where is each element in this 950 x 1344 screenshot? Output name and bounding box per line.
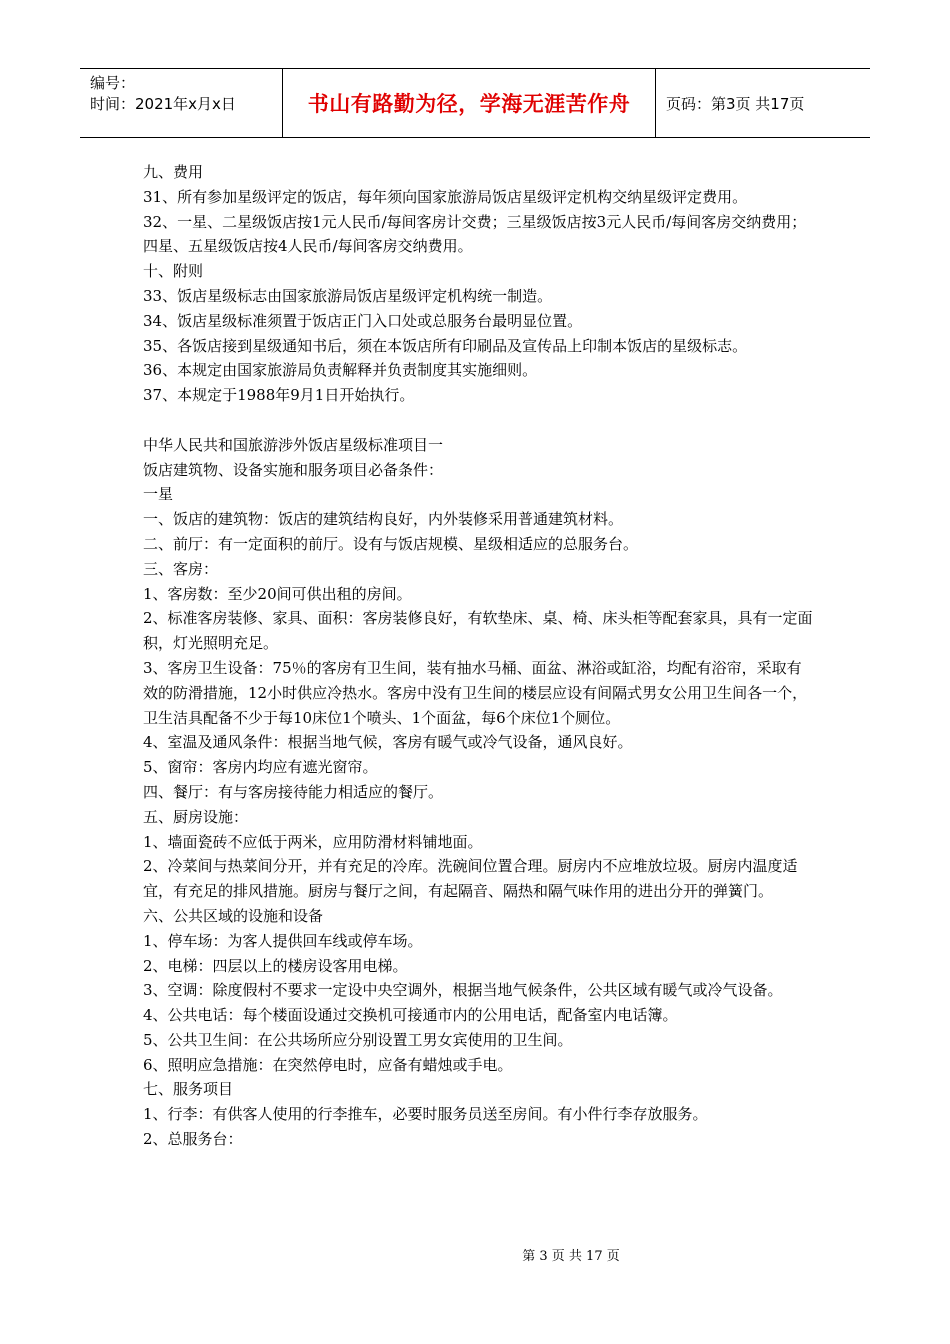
paragraph: 三、客房：	[143, 559, 219, 578]
paragraph: 5、公共卫生间：在公共场所应分别设置工男女宾使用的卫生间。	[143, 1030, 573, 1049]
paragraph: 4、室温及通风条件：根据当地气候，客房有暖气或冷气设备，通风良好。	[143, 733, 633, 752]
paragraph: 4、公共电话：每个楼面设通过交换机可接通市内的公用电话，配备室内电话簿。	[143, 1006, 678, 1025]
paragraph: 32、一星、二星级饭店按1元人民币/每间客房计交费；三星级饭店按3元人民币/每间客房交纳费用；四星、五星级饭店按4人民币/每间客房交纳费用。	[143, 212, 807, 256]
number-label: 编号：	[90, 74, 136, 92]
header-meta	[80, 69, 282, 137]
paragraph: 饭店建筑物、设备实施和服务项目必备条件：	[143, 460, 444, 479]
paragraph: 3、客房卫生设备：75％的客房有卫生间，装有抽水马桶、面盆、淋浴或缸浴，均配有浴帘，采取有效的防滑措施，12小时供应冷热水。客房中没有卫生间的楼层应设有间隔式男女公用卫生间各一个，卫生洁具配备不少于每10床位1个喷头、1个面盆，每6个床位1个厕位。	[143, 658, 808, 727]
time-label: 时间：2021年x月x日	[90, 95, 236, 113]
paragraph: 1、行李：有供客人使用的行李推车，必要时服务员送至房间。有小件行李存放服务。	[143, 1105, 708, 1124]
page-header	[80, 68, 870, 138]
paragraph: 33、饭店星级标志由国家旅游局饭店星级评定机构统一制造。	[143, 286, 553, 305]
paragraph: 37、本规定于1988年9月1日开始执行。	[143, 386, 415, 405]
paragraph: 七、服务项目	[143, 1080, 234, 1099]
paragraph: 6、照明应急措施：在突然停电时，应备有蜡烛或手电。	[143, 1055, 513, 1074]
paragraph: 2、电梯：四层以上的楼房设客用电梯。	[143, 956, 408, 975]
paragraph: 5、窗帘：客房内均应有遮光窗帘。	[143, 758, 378, 777]
document-body	[143, 160, 815, 1152]
paragraph: 四、餐厅：有与客房接待能力相适应的餐厅。	[143, 782, 444, 801]
page-footer: 第 3 页 共 17 页	[522, 1249, 620, 1264]
paragraph: 36、本规定由国家旅游局负责解释并负责制度其实施细则。	[143, 361, 538, 380]
paragraph: 1、客房数：至少20间可供出租的房间。	[143, 584, 412, 603]
paragraph: 五、厨房设施：	[143, 807, 249, 826]
paragraph: 34、饭店星级标准须置于饭店正门入口处或总服务台最明显位置。	[143, 311, 583, 330]
header-page-number: 页码：第3页 共17页	[666, 94, 805, 113]
blank-line	[143, 408, 815, 433]
paragraph: 2、标准客房装修、家具、面积：客房装修良好，有软垫床、桌、椅、床头柜等配套家具，具有一定面积，灯光照明充足。	[143, 609, 813, 653]
paragraph: 中华人民共和国旅游涉外饭店星级标准项目一	[143, 435, 444, 454]
paragraph: 1、停车场：为客人提供回车线或停车场。	[143, 931, 423, 950]
paragraph: 2、冷菜间与热菜间分开，并有充足的冷库。洗碗间位置合理。厨房内不应堆放垃圾。厨房内温度适宜，有充足的排风措施。厨房与餐厅之间，有起隔音、隔热和隔气味作用的进出分开的弹簧门。	[143, 857, 798, 901]
paragraph: 一、饭店的建筑物：饭店的建筑结构良好，内外装修采用普通建筑材料。	[143, 510, 624, 529]
paragraph: 31、所有参加星级评定的饭店，每年须向国家旅游局饭店星级评定机构交纳星级评定费用。	[143, 187, 748, 206]
paragraph: 六、公共区域的设施和设备	[143, 906, 324, 925]
paragraph: 1、墙面瓷砖不应低于两米，应用防滑材料铺地面。	[143, 832, 483, 851]
paragraph: 二、前厅：有一定面积的前厅。设有与饭店规模、星级相适应的总服务台。	[143, 534, 639, 553]
paragraph: 3、空调：除度假村不要求一定设中央空调外，根据当地气候条件，公共区域有暖气或冷气设备。	[143, 981, 783, 1000]
paragraph: 一星	[143, 485, 174, 504]
paragraph: 35、各饭店接到星级通知书后，须在本饭店所有印刷品及宣传品上印制本饭店的星级标志。	[143, 336, 748, 355]
paragraph: 十、附则	[143, 262, 204, 281]
paragraph: 九、费用	[143, 163, 204, 181]
header-motto: 书山有路勤为径，学海无涯苦作舟	[282, 69, 656, 137]
paragraph: 2、总服务台：	[143, 1130, 243, 1149]
